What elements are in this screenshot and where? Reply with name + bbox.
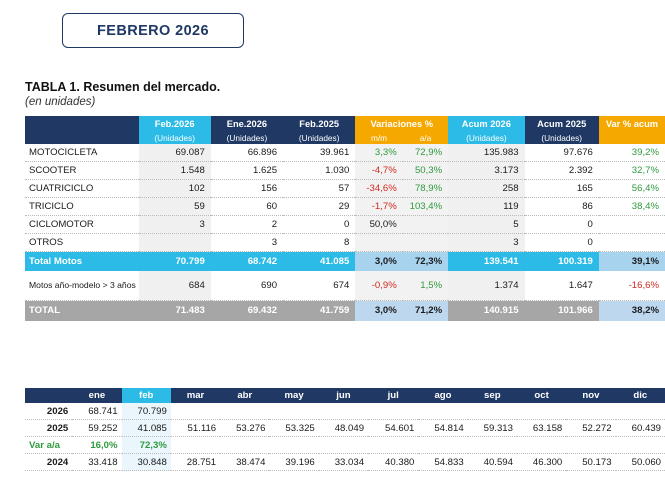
th-acum2025: Acum 2025	[525, 116, 599, 131]
th2-aa: a/a	[403, 131, 448, 144]
th-month-mar: mar	[171, 388, 220, 403]
month-header-row	[25, 388, 665, 403]
cell-mar: 28.751	[171, 454, 220, 471]
cell-mm: 50,0%	[355, 216, 402, 234]
row-label: SCOOTER	[25, 162, 139, 180]
cell-varacum	[599, 216, 665, 234]
row-label: CICLOMOTOR	[25, 216, 139, 234]
cell-feb2026: 684	[139, 271, 211, 301]
cell-acum2025: 101.966	[558, 305, 593, 317]
cell-acum2025: 1.647	[525, 271, 599, 301]
cell-sep: 59.313	[468, 420, 517, 437]
cell-nov	[566, 403, 615, 420]
cell-ago: 54.814	[418, 420, 467, 437]
cell-feb2025: 29	[283, 198, 355, 216]
cell-feb: 41.085	[122, 420, 171, 437]
th2-unidades-feb2026: (Unidades)	[139, 131, 211, 144]
th-month-feb: feb	[122, 388, 171, 403]
cell-nov: 50.173	[566, 454, 615, 471]
cell-sep: 40.594	[468, 454, 517, 471]
cell-aa: 50,3%	[403, 162, 448, 180]
th-month-dic: dic	[616, 388, 665, 403]
cell-ene: 68.741	[72, 403, 121, 420]
cell-varacum: 38,2%	[599, 301, 665, 321]
cell-mm	[355, 234, 402, 252]
cell-oct	[517, 403, 566, 420]
cell-may	[269, 403, 318, 420]
row-label: Motos año-modelo > 3 años	[25, 271, 139, 301]
cell-varacum: 32,7%	[599, 162, 665, 180]
th2-unidades-acum2026: (Unidades)	[448, 131, 524, 144]
cell-feb2026: 71.483	[175, 305, 205, 317]
period-badge-label: FEBRERO 2026	[97, 22, 209, 39]
table-subheader-row	[25, 131, 665, 144]
cell-acum2025: 165	[525, 180, 599, 198]
cell-sep	[468, 403, 517, 420]
cell-abr	[220, 403, 269, 420]
cell-feb: 30.848	[122, 454, 171, 471]
market-summary-table	[25, 116, 665, 321]
page-title: TABLA 1. Resumen del mercado.	[25, 80, 221, 94]
th-acum2026: Acum 2026	[448, 116, 524, 131]
cell-mm: 3,3%	[355, 144, 402, 162]
cell-feb2025: 1.030	[283, 162, 355, 180]
cell-mm: 3,0%	[355, 301, 402, 321]
cell-ene: 59.252	[72, 420, 121, 437]
th-month-abr: abr	[220, 388, 269, 403]
table-row-total-motos	[25, 252, 665, 271]
cell-jul: 40.380	[368, 454, 418, 471]
cell-abr	[220, 437, 269, 454]
th-month-jun: jun	[319, 388, 368, 403]
cell-jun: 33.034	[319, 454, 368, 471]
cell-mm: -0,9%	[355, 271, 402, 301]
cell-feb2026	[139, 234, 211, 252]
cell-mar	[171, 437, 220, 454]
cell-ago	[418, 403, 467, 420]
cell-varacum: 38,4%	[599, 198, 665, 216]
table-row	[25, 216, 665, 234]
th2-unidades-ene2026: (Unidades)	[211, 131, 283, 144]
cell-mm: -4,7%	[355, 162, 402, 180]
cell-aa: 1,5%	[403, 271, 448, 301]
th2-unidades-feb2025: (Unidades)	[283, 131, 355, 144]
cell-aa: 78,9%	[403, 180, 448, 198]
cell-feb2025: 41.759	[319, 305, 350, 317]
th-variaciones: Variaciones %	[355, 116, 448, 131]
page-subtitle: (en unidades)	[25, 96, 96, 108]
cell-ago: 54.833	[418, 454, 467, 471]
cell-jun	[319, 403, 368, 420]
table-row-total	[25, 301, 665, 321]
table-header-row	[25, 116, 665, 131]
cell-ene: 16,0%	[72, 437, 121, 454]
cell-feb2025: 0	[283, 216, 355, 234]
th2-unidades-acum2025: (Unidades)	[525, 131, 599, 144]
th-month-ago: ago	[418, 388, 467, 403]
th2-varacum	[599, 131, 665, 144]
cell-nov	[566, 437, 615, 454]
cell-feb2025: 39.961	[283, 144, 355, 162]
table-row-2025	[25, 420, 665, 437]
cell-feb2025: 8	[283, 234, 355, 252]
table-row-2026	[25, 403, 665, 420]
cell-ago	[418, 437, 467, 454]
cell-feb2026: 102	[139, 180, 211, 198]
th-month-jul: jul	[368, 388, 418, 403]
th-ene2026: Ene.2026	[211, 116, 283, 131]
monthly-series-table	[25, 388, 665, 471]
row-label: 2026	[25, 403, 72, 420]
cell-may: 39.196	[269, 454, 318, 471]
table-row-2024	[25, 454, 665, 471]
cell-acum2026: 3.173	[448, 162, 524, 180]
cell-feb2026: 3	[139, 216, 211, 234]
cell-acum2025: 97.676	[525, 144, 599, 162]
th-month-oct: oct	[517, 388, 566, 403]
cell-acum2026: 140.915	[483, 305, 519, 317]
cell-ene2026: 68.742	[247, 255, 278, 267]
th-month-nov: nov	[566, 388, 615, 403]
cell-acum2026: 5	[448, 216, 524, 234]
cell-ene2026: 66.896	[211, 144, 283, 162]
cell-oct: 63.158	[517, 420, 566, 437]
row-label: TOTAL	[29, 305, 61, 317]
cell-aa	[403, 216, 448, 234]
cell-oct: 46.300	[517, 454, 566, 471]
cell-acum2025: 2.392	[525, 162, 599, 180]
cell-ene2026: 60	[211, 198, 283, 216]
th2-empty	[25, 131, 139, 144]
table-row	[25, 144, 665, 162]
cell-acum2026: 258	[448, 180, 524, 198]
cell-nov: 52.272	[566, 420, 615, 437]
cell-jun	[319, 437, 368, 454]
cell-ene2026: 2	[211, 216, 283, 234]
cell-acum2025: 0	[525, 216, 599, 234]
cell-varacum: 39,2%	[599, 144, 665, 162]
cell-feb2025: 674	[283, 271, 355, 301]
table-row	[25, 198, 665, 216]
cell-jul	[368, 403, 418, 420]
cell-mar: 51.116	[171, 420, 220, 437]
th-empty	[25, 116, 139, 131]
cell-dic: 50.060	[616, 454, 665, 471]
cell-abr: 53.276	[220, 420, 269, 437]
cell-acum2026: 139.541	[483, 255, 519, 267]
cell-abr: 38.474	[220, 454, 269, 471]
table-row	[25, 180, 665, 198]
cell-mm: -34,6%	[355, 180, 402, 198]
cell-acum2026: 135.983	[448, 144, 524, 162]
cell-aa: 72,9%	[403, 144, 448, 162]
row-label: Var a/a	[25, 437, 72, 454]
cell-dic: 60.439	[616, 420, 665, 437]
cell-acum2025: 100.319	[558, 255, 593, 267]
cell-jun: 48.049	[319, 420, 368, 437]
cell-may: 53.325	[269, 420, 318, 437]
th-varacum: Var % acum	[599, 116, 665, 131]
cell-acum2025: 86	[525, 198, 599, 216]
cell-mm: -1,7%	[355, 198, 402, 216]
cell-aa	[403, 234, 448, 252]
cell-feb2026: 70.799	[175, 255, 205, 267]
th-feb2025: Feb.2025	[283, 116, 355, 131]
cell-aa: 71,2%	[403, 301, 448, 321]
cell-ene2026: 1.625	[211, 162, 283, 180]
row-label: TRICICLO	[25, 198, 139, 216]
row-label: 2025	[25, 420, 72, 437]
cell-acum2025: 0	[525, 234, 599, 252]
cell-aa: 72,3%	[403, 252, 448, 271]
cell-varacum: 56,4%	[599, 180, 665, 198]
table-row	[25, 162, 665, 180]
cell-feb2026: 69.087	[139, 144, 211, 162]
cell-ene2026: 156	[211, 180, 283, 198]
cell-feb: 72,3%	[122, 437, 171, 454]
cell-varacum: 39,1%	[599, 252, 665, 271]
cell-dic	[616, 403, 665, 420]
cell-dic	[616, 437, 665, 454]
row-label: 2024	[25, 454, 72, 471]
th-feb2026: Feb.2026	[139, 116, 211, 131]
cell-oct	[517, 437, 566, 454]
cell-feb: 70.799	[122, 403, 171, 420]
cell-varacum	[599, 234, 665, 252]
cell-acum2026: 3	[448, 234, 524, 252]
table-row	[25, 234, 665, 252]
cell-jul	[368, 437, 418, 454]
cell-jul: 54.601	[368, 420, 418, 437]
th2-mm: m/m	[355, 131, 402, 144]
th-corner	[25, 388, 72, 403]
row-label: MOTOCICLETA	[25, 144, 139, 162]
cell-aa: 103,4%	[403, 198, 448, 216]
cell-acum2026: 119	[448, 198, 524, 216]
cell-feb2025: 57	[283, 180, 355, 198]
cell-varacum: -16,6%	[599, 271, 665, 301]
cell-may	[269, 437, 318, 454]
row-label: CUATRICICLO	[25, 180, 139, 198]
cell-ene2026: 3	[211, 234, 283, 252]
row-label: OTROS	[25, 234, 139, 252]
cell-feb2025: 41.085	[319, 255, 350, 267]
cell-ene2026: 69.432	[247, 305, 278, 317]
cell-feb2026: 1.548	[139, 162, 211, 180]
cell-ene: 33.418	[72, 454, 121, 471]
cell-sep	[468, 437, 517, 454]
table-row-anio-modelo	[25, 271, 665, 301]
row-label: Total Motos	[29, 255, 83, 267]
th-month-ene: ene	[72, 388, 121, 403]
table-row-variation	[25, 437, 665, 454]
cell-mar	[171, 403, 220, 420]
period-badge	[62, 13, 244, 48]
cell-mm: 3,0%	[355, 252, 402, 271]
cell-ene2026: 690	[211, 271, 283, 301]
th-month-may: may	[269, 388, 318, 403]
cell-feb2026: 59	[139, 198, 211, 216]
th-month-sep: sep	[468, 388, 517, 403]
cell-acum2026: 1.374	[448, 271, 524, 301]
